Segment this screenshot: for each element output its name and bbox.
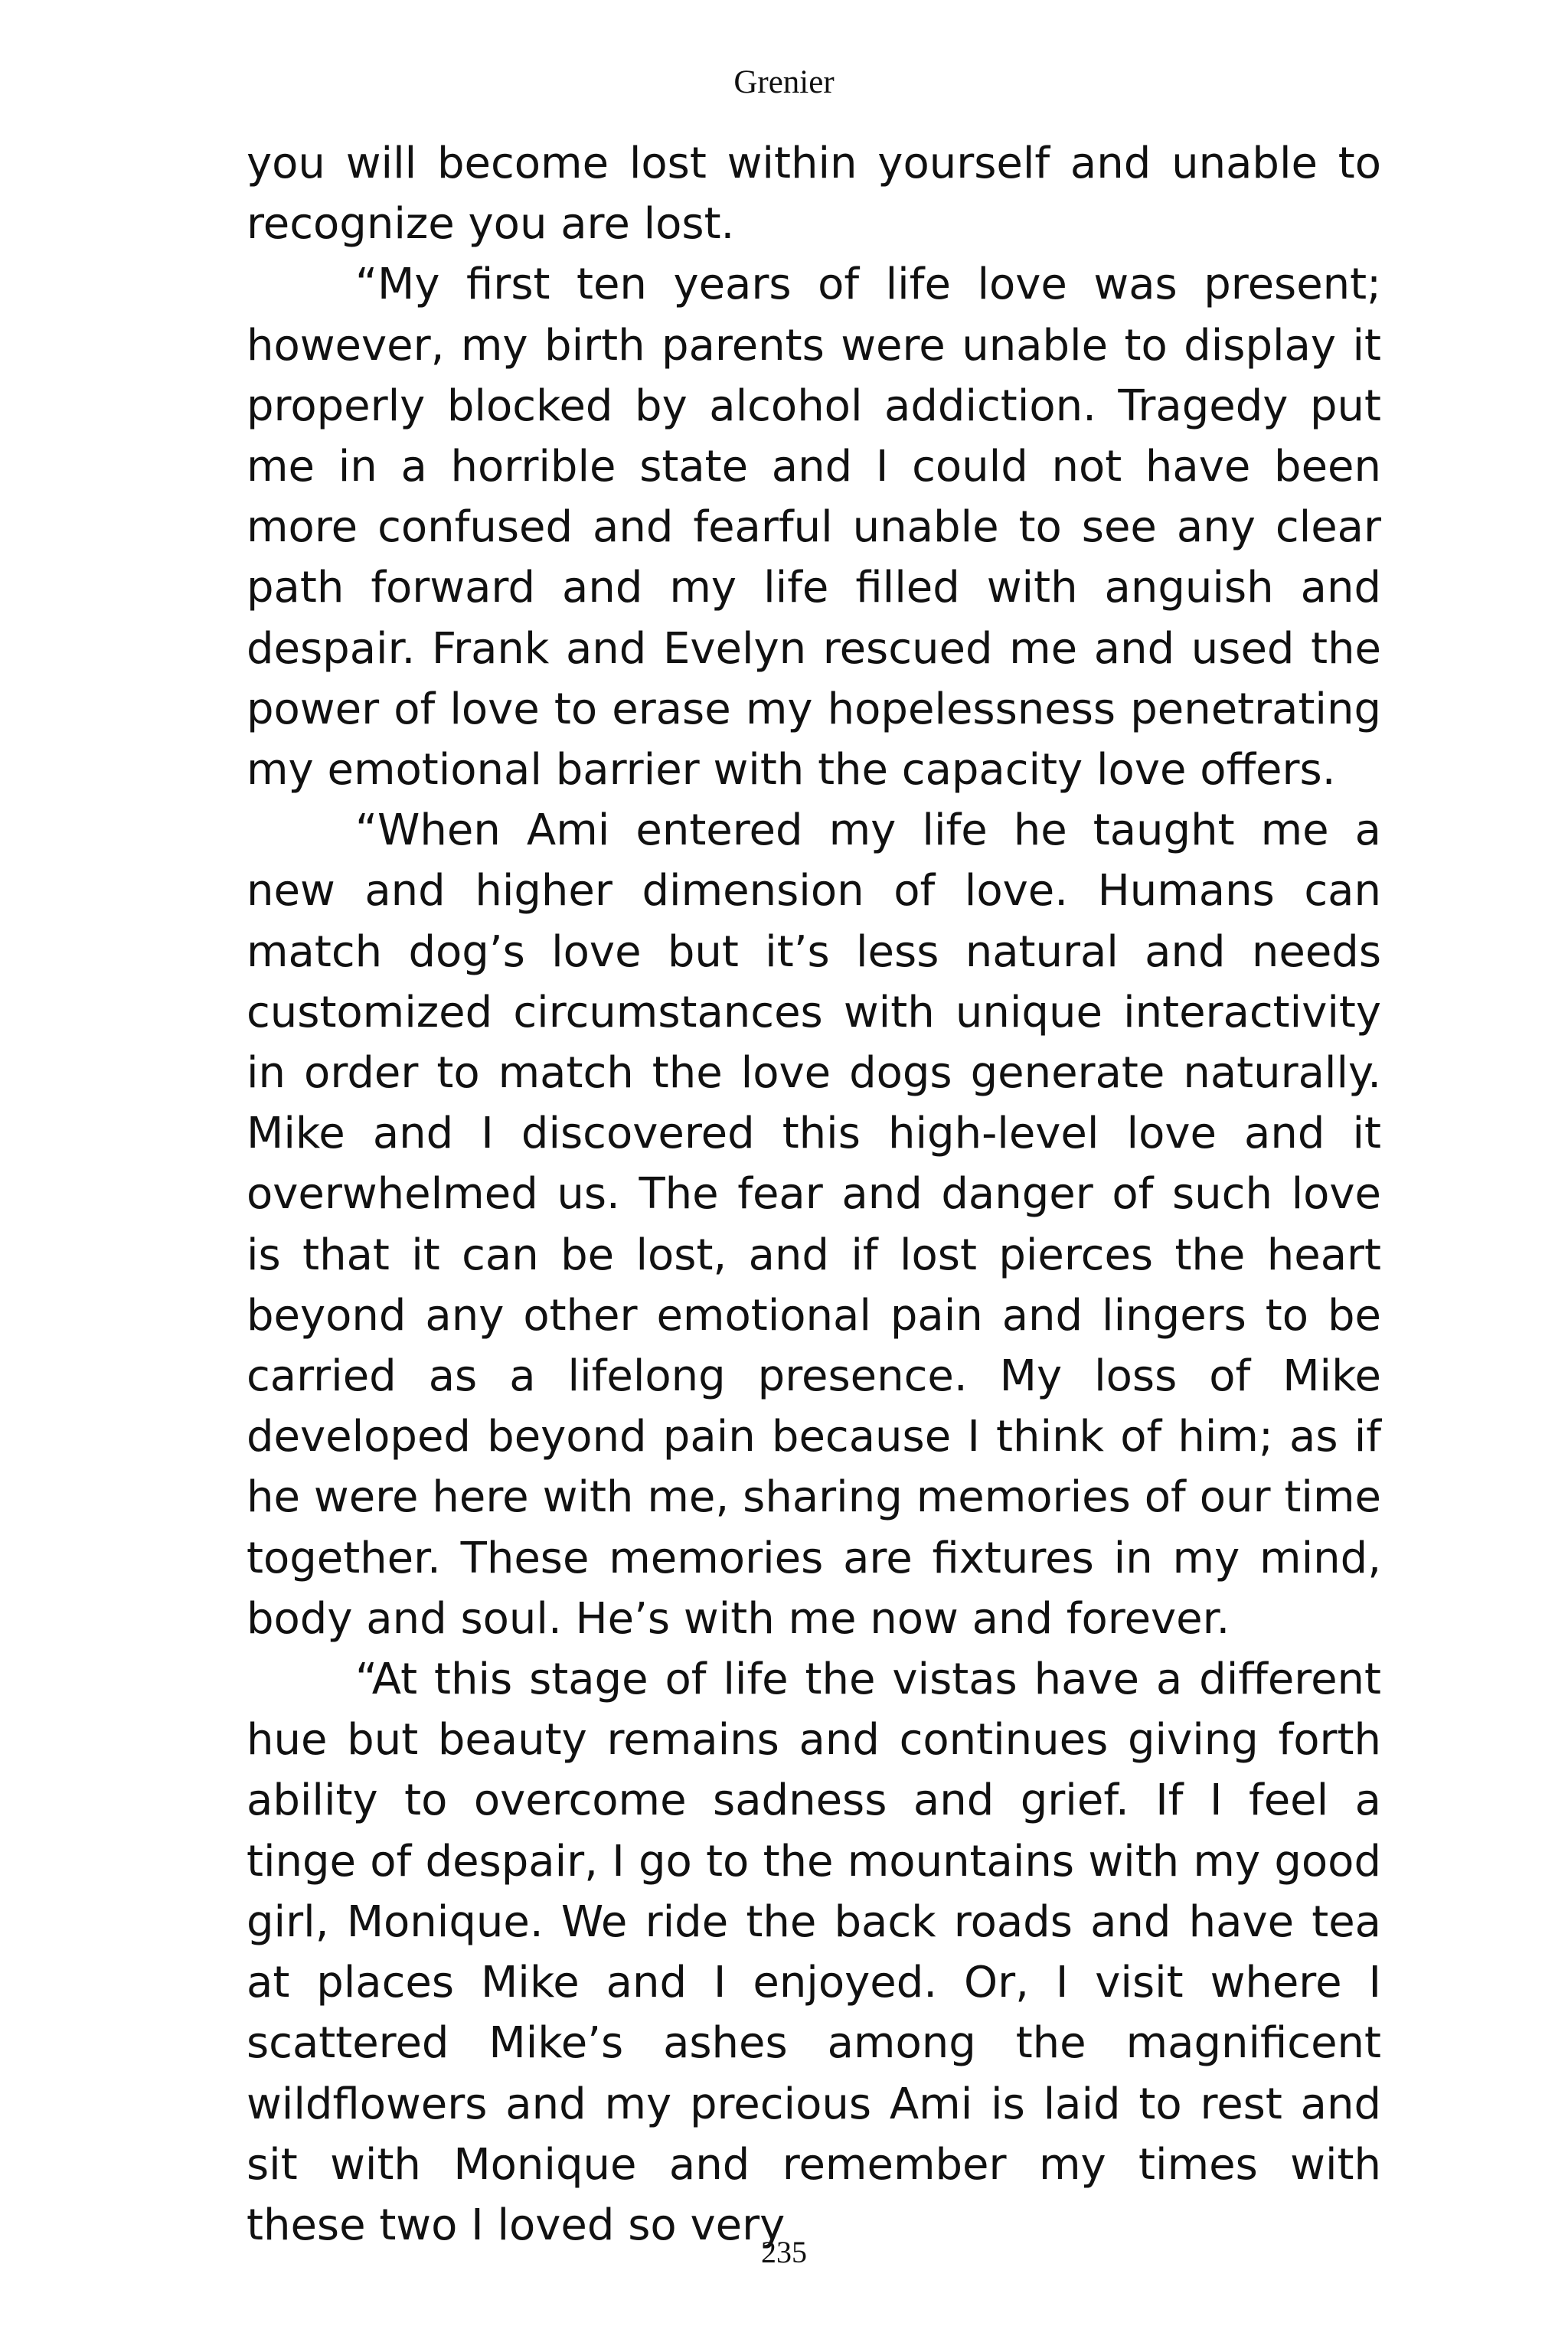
paragraph-continues: “At this stage of life the vistas have a different hue but beauty remains and continues giving forth ability to overcome sadness and grief. If I feel a tinge of despair, I go to the mountains with my good girl, Monique. We ride the back roads and have tea at places Mike and I enjoyed. Or, I visit where I scattered Mike’s ashes among the magnificent wildflowers and my precious Ami is laid to rest and sit with Monique and remember my times with these two I loved so very xyxy=(247,1655,1381,2250)
paragraph: “My first ten years of life love was present; however, my birth parents were unable to display it properly blocked by alcohol addiction. Tragedy put me in a horrible state and I could not have been more confused and fearful unable to see any clear path forward and my life filled with anguish and despair. Frank and Evelyn rescued me and used the power of love to erase my hopelessness penetrating my emotional barrier with the capacity love offers. xyxy=(247,260,1381,795)
paragraph: “When Ami entered my life he taught me a new and higher dimension of love. Humans can match dog’s love but it’s less natural and needs customized circumstances with unique interactivity in order to match the love dogs generate naturally. Mike and I discovered this high-level love and it overwhelmed us. The fear and danger of such love is that it can be lost, and if lost pierces the heart beyond any other emotional pain and lingers to be carried as a lifelong presence. My loss of Mike developed beyond pain because I think of him; as if he were here with me, sharing memories of our time together. These memories are fixtures in my mind, body and soul. He’s with me now and forever. xyxy=(247,805,1381,1644)
running-header-author: Grenier xyxy=(733,64,835,100)
paragraph-continued: you will become lost within yourself and unable to recognize you are lost. xyxy=(247,139,1381,250)
page-body-text xyxy=(247,133,1381,2256)
page-number: 235 xyxy=(761,2235,807,2269)
